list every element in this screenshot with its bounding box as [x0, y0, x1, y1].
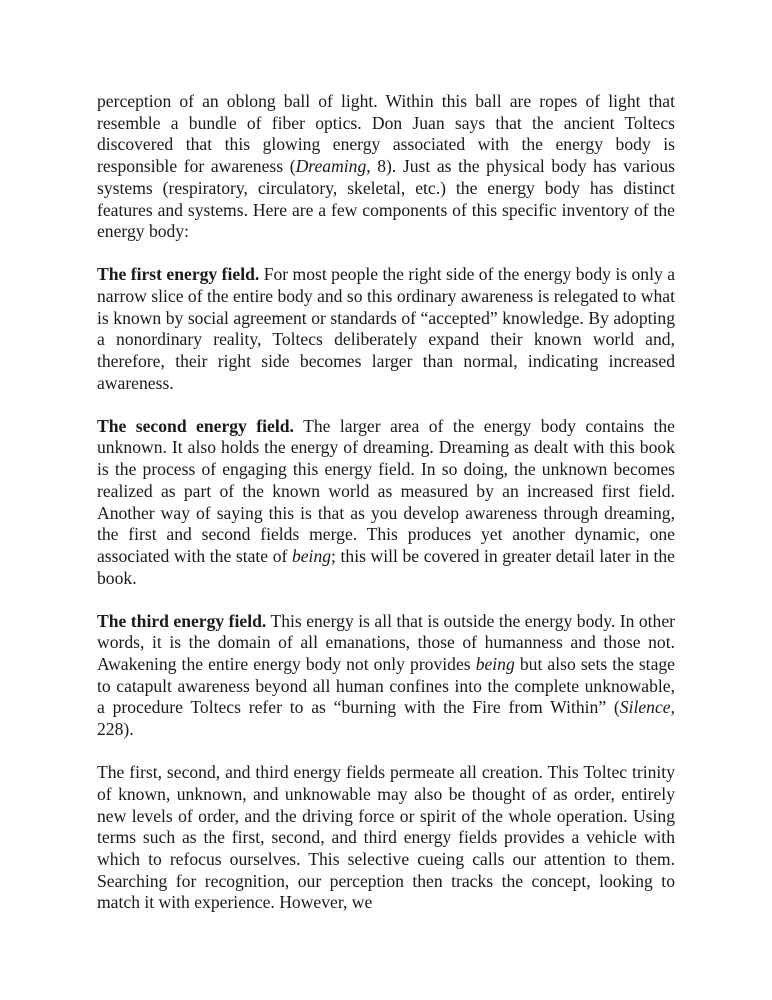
document-page — [97, 91, 675, 935]
third-field-text-3: , 228). — [97, 697, 675, 740]
heading-second-energy-field: The second energy field. — [97, 415, 294, 436]
paragraph-intro — [97, 91, 675, 243]
intro-text-1: perception of an oblong ball of light. Within this ball are ropes of light that resemble a bundle of fiber optics. Don Juan says that the ancient Toltecs discovered that this glowing energy associated with the energy body is responsible for awareness ( — [97, 91, 675, 177]
summary-text: The first, second, and third energy fields permeate all creation. This Toltec trinity of known, unknown, and unknowable may also be thought of as order, entirely new levels of order, and the driving force or spirit of the whole operation. Using terms such as the first, second, and third energy fields provides a vehicle with which to refocus ourselves. This selective cueing calls our attention to them. Searching for recognition, our perception then tracks the concept, looking to match it with experience. However, we — [97, 762, 675, 913]
heading-first-energy-field: The first energy field. — [97, 264, 260, 285]
citation-silence: Silence — [619, 697, 671, 718]
paragraph-first-energy-field — [97, 264, 675, 394]
intro-text-2: , 8). Just as the physical body has various systems (respiratory, circulatory, skeletal, etc.) the energy body has distinct features and systems. Here are a few components of this specific inventory of the energy body: — [97, 156, 675, 242]
paragraph-second-energy-field — [97, 416, 675, 590]
third-field-text-1: This energy is all that is outside the energy body. In other words, it is the domain of all emanations, those of humanness and those not. Awakening the entire energy body not only provides — [97, 610, 675, 675]
third-field-text-2: but also sets the stage to catapult awareness beyond all human confines into the complete unknowable, a procedure Toltecs refer to as “burning with the Fire from Within” ( — [97, 654, 675, 718]
heading-third-energy-field: The third energy field. — [97, 610, 267, 631]
citation-dreaming: Dreaming — [295, 156, 367, 177]
second-field-text-2: ; this will be covered in greater detail later in the book. — [97, 545, 675, 588]
term-being: being — [475, 654, 515, 675]
paragraph-third-energy-field — [97, 611, 675, 741]
paragraph-summary — [97, 762, 675, 914]
term-being: being — [291, 545, 332, 566]
second-field-text-1: The larger area of the energy body contains the unknown. It also holds the energy of dreaming. Dreaming as dealt with this book is the process of engaging this energy field. In so doing, the unknown becomes realized as part of the known world as measured by an increased first field. Another way of saying this is that as you develop awareness through dreaming, the first and second fields merge. This produces yet another dynamic, one associated with the state of — [97, 415, 675, 566]
first-field-text: For most people the right side of the energy body is only a narrow slice of the entire body and so this ordinary awareness is relegated to what is known by social agreement or standards of “accepted” knowledge. By adopting a nonordinary reality, Toltecs deliberately expand their known world and, therefore, their right side becomes larger than normal, indicating increased awareness. — [97, 264, 676, 393]
